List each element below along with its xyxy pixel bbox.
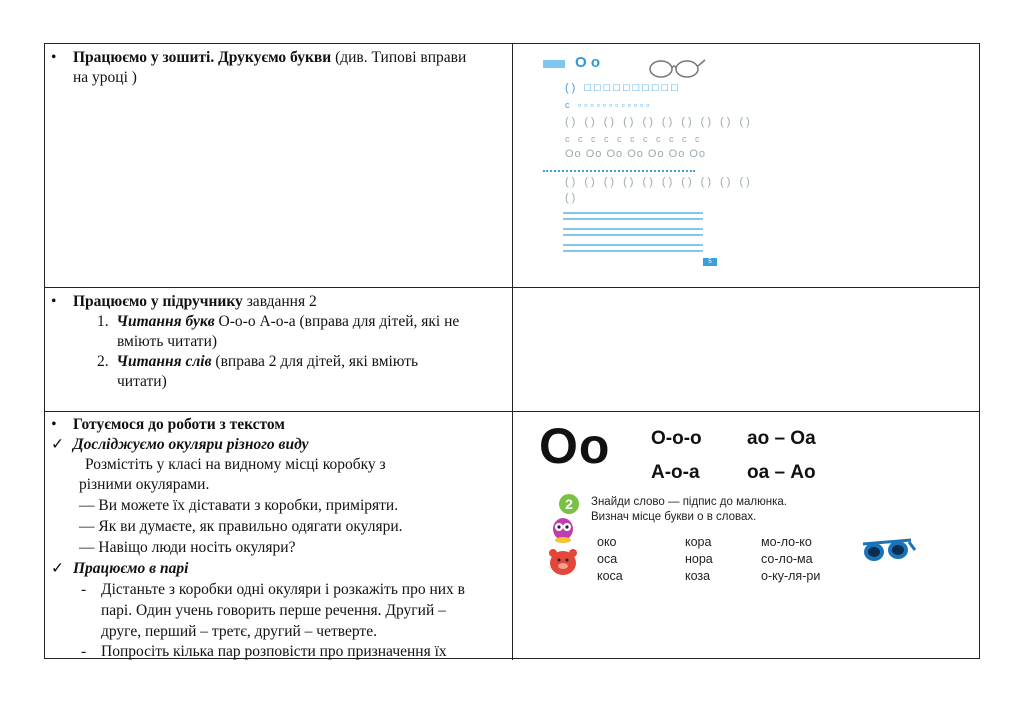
textbook-image — [513, 412, 979, 660]
task-number-badge: 2 — [559, 494, 579, 514]
row2-left-cell — [45, 288, 513, 411]
row2-line1: Працюємо у підручнику завдання 2 — [73, 293, 317, 310]
word: мо-ло-ко — [761, 535, 812, 549]
row1-line2: на уроці ) — [73, 69, 137, 86]
workbook-line: () □□□□□□□□□□ — [565, 82, 681, 94]
task-text: Знайди слово — підпис до малюнка. — [591, 496, 787, 508]
sunglasses-icon — [861, 536, 917, 566]
word: кора — [685, 535, 712, 549]
question-line: — Ви можете їх діставати з коробки, приміряти. — [79, 497, 399, 514]
word: о-ку-ля-ри — [761, 569, 821, 583]
paragraph-line: Попросіть кілька пар розповісти про призначення їх — [101, 643, 447, 660]
syllable: ао – Оа — [747, 428, 816, 449]
table-row — [45, 44, 979, 288]
syllable: А-о-а — [651, 462, 700, 483]
word: коса — [597, 569, 623, 583]
workbook-line: () () () () () () () () () () — [565, 116, 753, 128]
writing-line — [563, 218, 703, 220]
checkmark-icon: ✓ — [51, 560, 64, 577]
heading: Готуємося до роботи з текстом — [73, 416, 285, 433]
syllable: оа – Ао — [747, 462, 816, 483]
question-line: — Навіщо люди носіть окуляри? — [79, 539, 296, 556]
writing-line — [563, 228, 703, 230]
glasses-icon — [647, 54, 707, 80]
row1-left-cell — [45, 44, 513, 287]
writing-line — [563, 212, 703, 214]
task-text: Визнач місце букви о в словах. — [591, 511, 757, 523]
writing-line — [563, 250, 703, 252]
subheading: Досліджуємо окуляри різного виду — [73, 436, 309, 453]
workbook-line: с с с с с с с с с с с — [565, 134, 703, 144]
big-letters: Оо — [539, 418, 611, 474]
page-number: 5 — [703, 258, 717, 266]
workbook-line: () — [565, 192, 579, 204]
title-bar — [543, 60, 565, 68]
word: оса — [597, 552, 618, 566]
workbook-line: Оо Оо Оо Оо Оо Оо Оо — [565, 148, 707, 160]
owl-character-icon — [543, 516, 583, 582]
syllable: О-о-о — [651, 428, 702, 449]
workbook-line: с ▫▫▫▫▫▫▫▫▫▫▫▫ — [565, 100, 653, 110]
word: нора — [685, 552, 713, 566]
writing-line — [563, 244, 703, 246]
dash-bullet: - — [81, 643, 87, 660]
bullet: • — [51, 49, 57, 66]
row3-left-cell — [45, 412, 513, 660]
bullet: • — [51, 416, 57, 433]
word: со-ло-ма — [761, 552, 813, 566]
paragraph-line: різними окулярами. — [79, 476, 210, 493]
lesson-table — [44, 43, 980, 659]
subheading: Працюємо в парі — [73, 560, 189, 577]
list-item-cont: вміють читати) — [117, 333, 218, 350]
word: коза — [685, 569, 711, 583]
row2-right-cell — [513, 288, 979, 411]
table-row — [45, 412, 979, 660]
word: око — [597, 535, 617, 549]
workbook-image — [513, 44, 979, 287]
workbook-line: () () () () () () () () () () — [565, 176, 753, 188]
writing-line — [563, 234, 703, 236]
dotted-separator — [543, 170, 695, 172]
bullet: • — [51, 293, 57, 310]
table-row — [45, 288, 979, 412]
list-item: 2. Читання слів (вправа 2 для дітей, які вміють — [97, 353, 419, 370]
paragraph-line: Розмістіть у класі на видному місці коробку з — [85, 456, 386, 473]
paragraph-line: друге, перший – третє, другий – четверте. — [101, 623, 377, 640]
checkmark-icon: ✓ — [51, 436, 64, 453]
dash-bullet: - — [81, 581, 87, 598]
workbook-title: О о — [575, 54, 600, 71]
paragraph-line: парі. Один учень говорить перше речення. Другий – — [101, 602, 446, 619]
row1-line1: Працюємо у зошиті. Друкуємо букви (див. Типові вправи — [73, 49, 467, 66]
list-item: 1. Читання букв О-о-о А-о-а (вправа для дітей, які не — [97, 313, 460, 330]
question-line: — Як ви думаєте, як правильно одягати окуляри. — [79, 518, 403, 535]
paragraph-line: Дістаньте з коробки одні окуляри і розкажіть про них в — [101, 581, 465, 598]
list-item-cont: читати) — [117, 373, 167, 390]
